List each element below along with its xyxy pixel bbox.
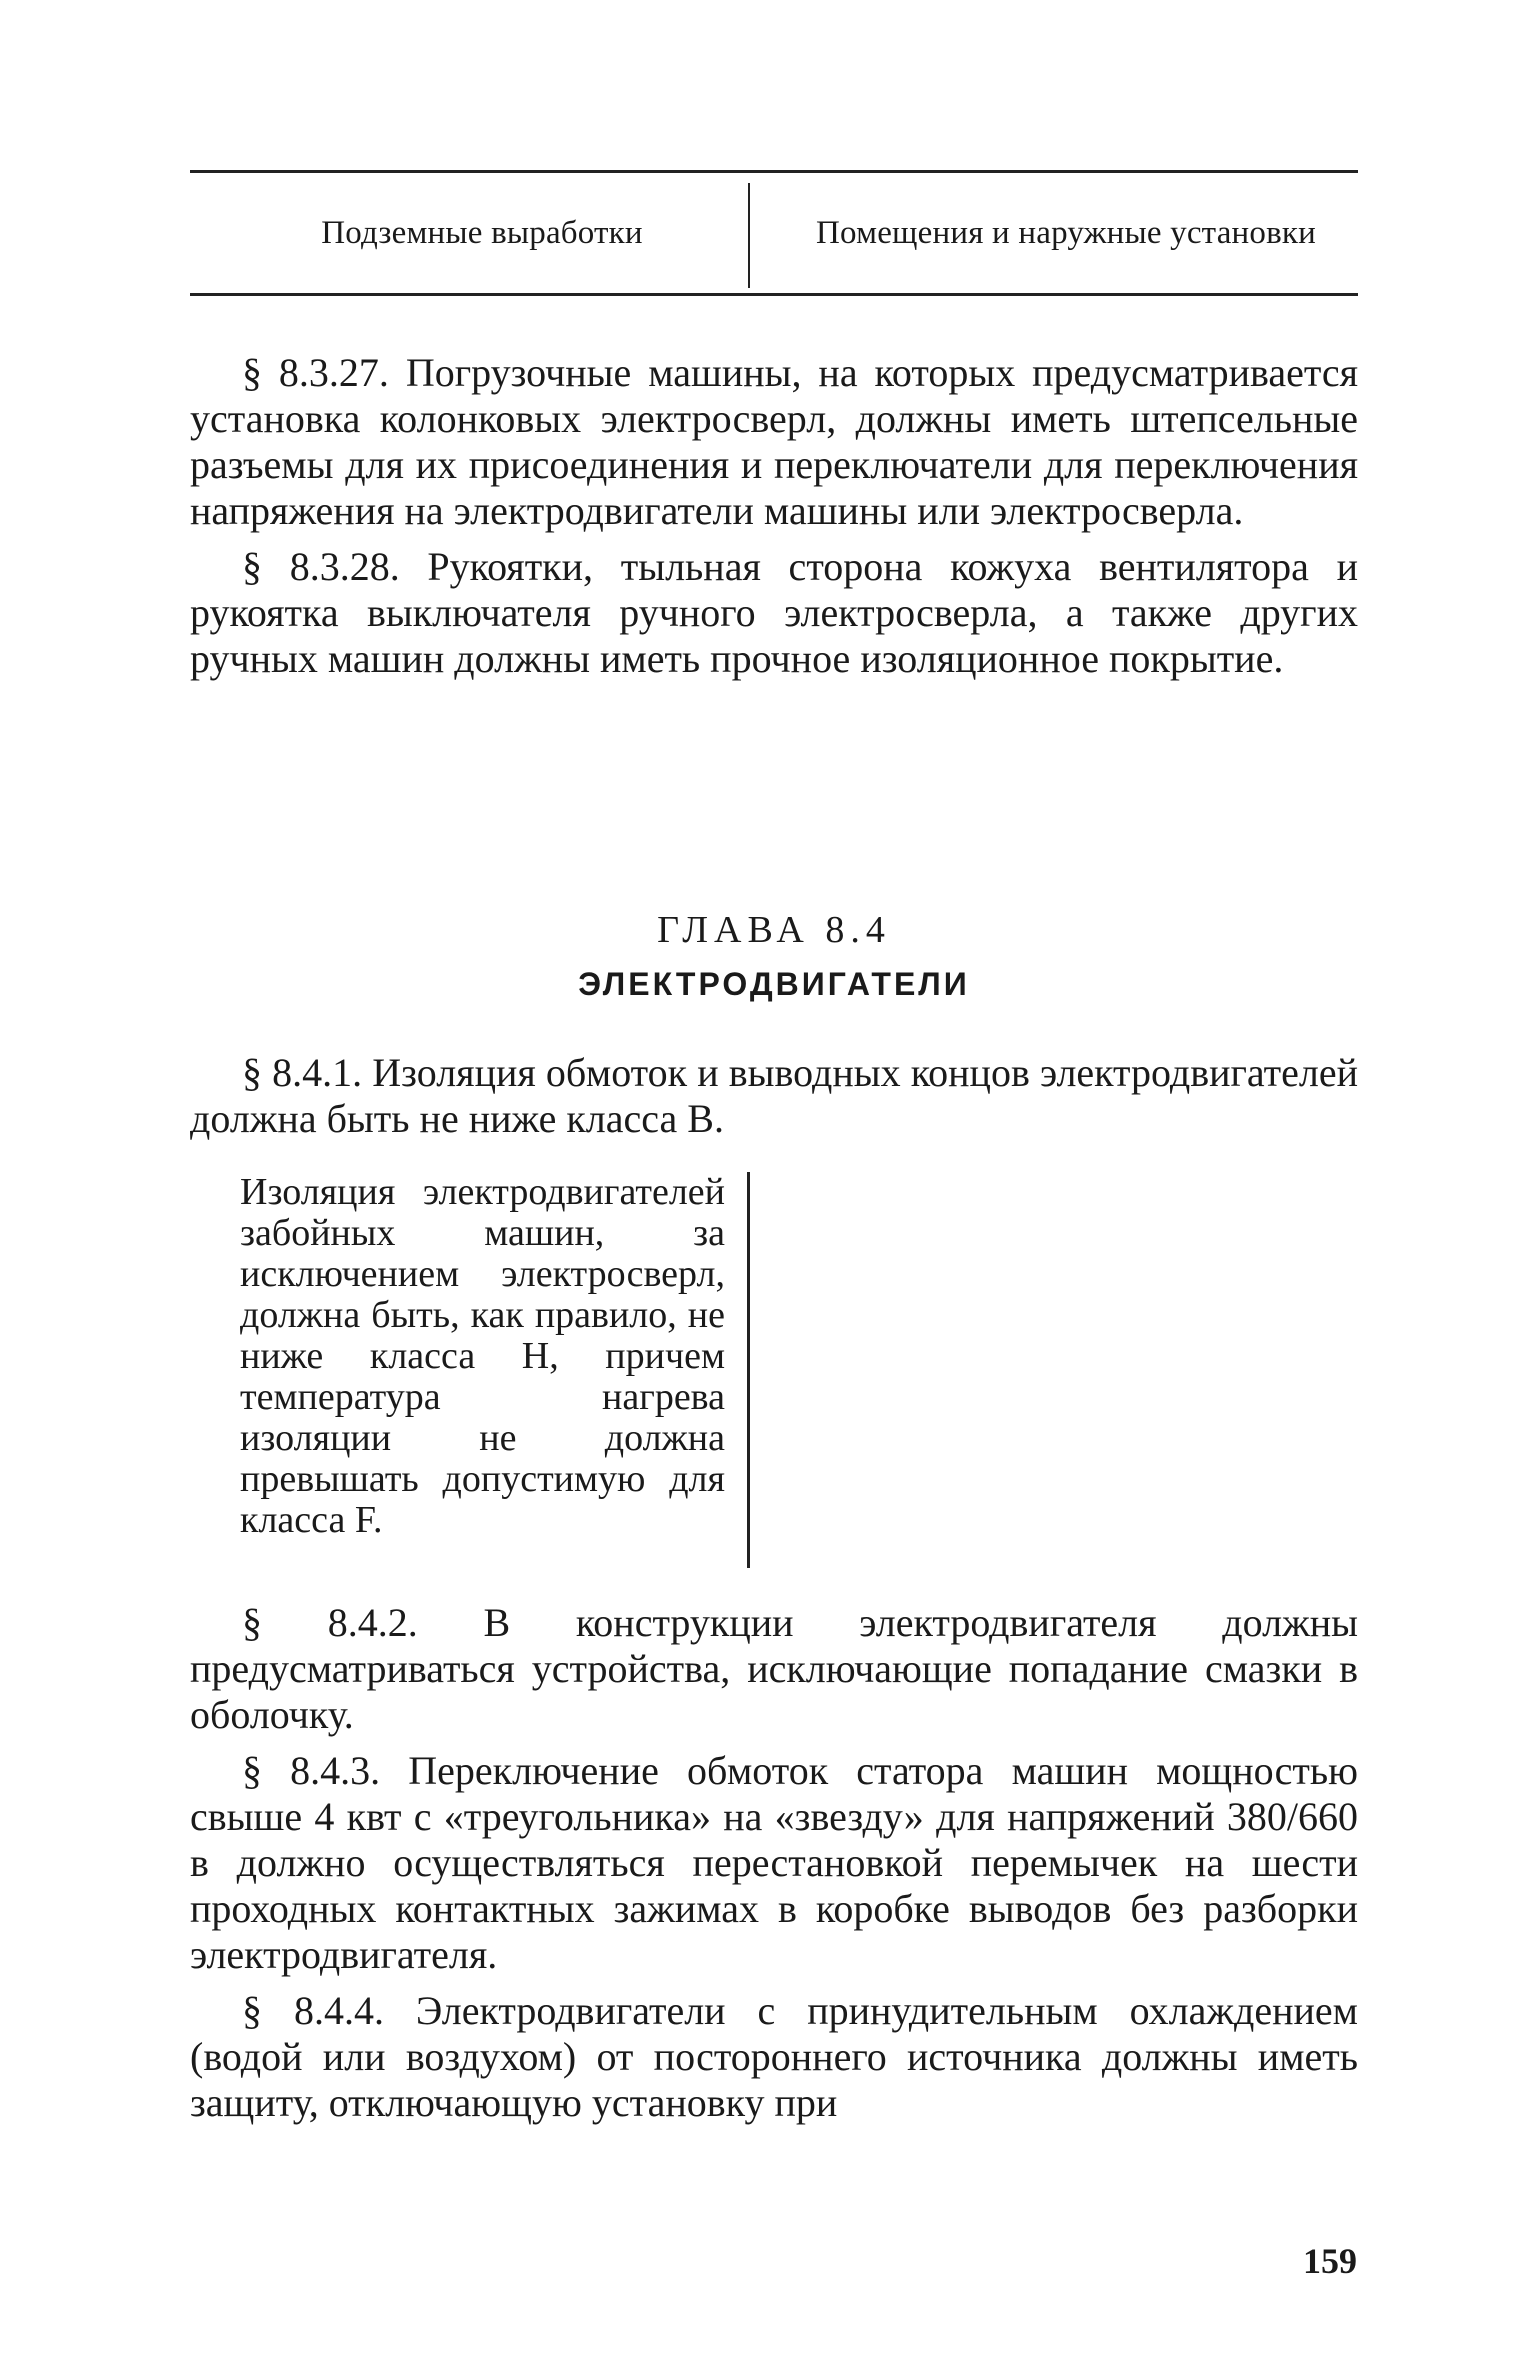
note-8-4-1: Изоляция электродвигателей забойных машин, за исключением электросверл, должна быть, как правило, не ниже класса Н, причем температура нагрева изоляции не должна превышать допустимую для класса F. — [240, 1171, 725, 1541]
page-number: 159 — [1303, 2241, 1357, 2281]
sections-8-4-continued — [190, 1600, 1358, 2136]
chapter-title: ЭЛЕКТРОДВИГАТЕЛИ — [578, 966, 970, 1002]
header-divider — [748, 183, 750, 288]
sections-8-3 — [190, 350, 1358, 692]
mining-note-column — [240, 1172, 750, 1568]
running-header — [190, 170, 1358, 296]
header-right-cell: Помещения и наружные установки — [816, 214, 1316, 251]
paragraph-8-4-2: § 8.4.2. В конструкции электродвигателя должны предусматриваться устройства, исключающие попадание смазки в оболочку. — [190, 1600, 1358, 1737]
paragraph-8-4-3: § 8.4.3. Переключение обмоток статора машин мощностью свыше 4 квт с «треугольника» на «звезду» для напряжений 380/660 в должно осуществляться перестановкой перемычек на шести проходных контактных зажимах в коробке выводов без разборки электродвигателя. — [190, 1748, 1358, 1977]
paragraph-8-3-27: § 8.3.27. Погрузочные машины, на которых предусматривается установка колонковых электросверл, должны иметь штепсельные разъемы для их присоединения и переключатели для переключения напряжения на электродвигатели машины или электросверла. — [190, 350, 1358, 533]
header-left-cell: Подземные выработки — [321, 214, 643, 251]
paragraph-8-4-4: § 8.4.4. Электродвигатели с принудительным охлаждением (водой или воздухом) от постороннего источника должны иметь защиту, отключающую установку при — [190, 1988, 1358, 2125]
section-8-4-1 — [190, 1050, 1358, 1152]
paragraph-8-4-1: § 8.4.1. Изоляция обмоток и выводных концов электродвигателей должна быть не ниже класса В. — [190, 1050, 1358, 1141]
chapter-label: ГЛАВА 8.4 — [657, 909, 891, 951]
paragraph-8-3-28: § 8.3.28. Рукоятки, тыльная сторона кожуха вентилятора и рукоятка выключателя ручного электросверла, а также других ручных машин должны иметь прочное изоляционное покрытие. — [190, 544, 1358, 681]
